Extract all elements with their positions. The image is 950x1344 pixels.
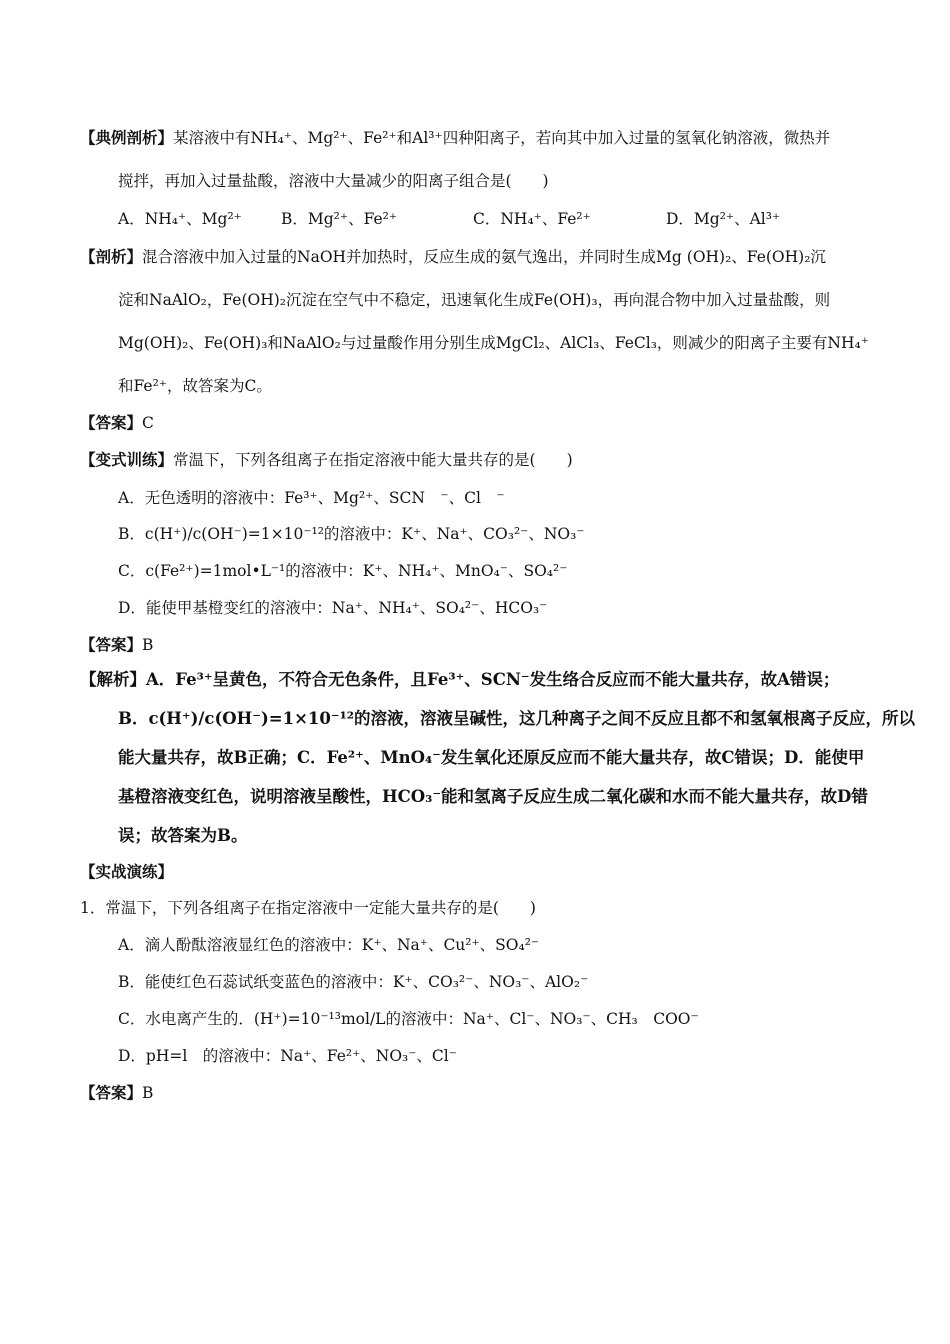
answer-2-label: 【答案】 [80,635,143,654]
example-first-line [80,127,830,149]
analysis-first-line [80,246,826,268]
explain-line-1: A．Fe³⁺呈黄色，不符合无色条件，且Fe³⁺、SCN⁻发生络合反应而不能大量共存，故A错误； [146,670,840,689]
example-option-a: A．NH₄⁺、Mg²⁺ [118,210,242,228]
practice-option-c: C．水电离产生的．(H⁺)=10⁻¹³mol/L的溶液中：Na⁺、Cl⁻、NO₃⁻、CH₃ COO⁻ [118,1010,699,1028]
practice-question: 1．常温下，下列各组离子在指定溶液中一定能大量共存的是( ) [80,899,536,917]
practice-option-d: D．pH=l 的溶液中：Na⁺、Fe²⁺、NO₃⁻、Cl⁻ [118,1047,457,1065]
variant-label: 【变式训练】 [80,450,174,469]
example-question-line-1: 某溶液中有NH₄⁺、Mg²⁺、Fe²⁺和Al³⁺四种阳离子，若向其中加入过量的氢氧化钠溶液，微热并 [173,129,831,147]
answer-3-value: B [142,1084,154,1102]
practice-label: 【实战演练】 [80,862,174,881]
variant-option-d: D．能使甲基橙变红的溶液中：Na⁺、NH₄⁺、SO₄²⁻、HCO₃⁻ [118,599,548,617]
answer-3 [80,1082,153,1104]
explain-line-5: 误；故答案为B。 [118,826,248,845]
explain-label: 【解析】 [80,670,146,689]
analysis-line-4: 和Fe²⁺，故答案为C。 [118,377,272,395]
analysis-label: 【剖析】 [80,247,143,266]
practice-option-a: A．滴人酚酞溶液显红色的溶液中：K⁺、Na⁺、Cu²⁺、SO₄²⁻ [118,936,540,954]
explain-line-4: 基橙溶液变红色，说明溶液呈酸性，HCO₃⁻能和氢离子反应生成二氧化碳和水而不能大量共存，故D错 [118,787,868,806]
variant-question: 常温下，下列各组离子在指定溶液中能大量共存的是( ) [173,451,573,469]
explain-line-2: B．c(H⁺)/c(OH⁻)=1×10⁻¹²的溶液，溶液呈碱性，这几种离子之间不反应且都不和氢氧根离子反应，所以 [118,709,916,728]
variant-option-b: B．c(H⁺)/c(OH⁻)=1×10⁻¹²的溶液中：K⁺、Na⁺、CO₃²⁻、NO₃⁻ [118,525,585,543]
explain-line-3: 能大量共存，故B正确；C．Fe²⁺、MnO₄⁻发生氧化还原反应而不能大量共存，故C错误；D．能使甲 [118,748,865,767]
answer-2-value: B [142,636,154,654]
analysis-line-1: 混合溶液中加入过量的NaOH并加热时，反应生成的氨气逸出，并同时生成Mg (OH)₂、Fe(OH)₂沉 [142,248,826,266]
analysis-line-3: Mg(OH)₂、Fe(OH)₃和NaAlO₂与过量酸作用分别生成MgCl₂、AlCl₃、FeCl₃，则减少的阳离子主要有NH₄⁺ [118,334,869,352]
answer-1-value: C [142,414,154,432]
answer-1-label: 【答案】 [80,413,143,432]
example-option-b: B．Mg²⁺、Fe²⁺ [281,210,398,228]
variant-option-c: C．c(Fe²⁺)=1mol•L⁻¹的溶液中：K⁺、NH₄⁺、MnO₄⁻、SO₄²⁻ [118,562,568,580]
answer-1 [80,412,154,434]
variant-first-line [80,449,573,471]
analysis-line-2: 淀和NaAlO₂，Fe(OH)₂沉淀在空气中不稳定，迅速氧化生成Fe(OH)₃，再向混合物中加入过量盐酸，则 [118,291,831,309]
example-option-c: C．NH₄⁺、Fe²⁺ [473,210,591,228]
practice-option-b: B．能使红色石蕊试纸变蓝色的溶液中：K⁺、CO₃²⁻、NO₃⁻、AlO₂⁻ [118,973,589,991]
example-question-line-2: 搅拌，再加入过量盐酸，溶液中大量减少的阳离子组合是( ) [118,172,549,190]
answer-2 [80,634,153,656]
variant-option-a: A．无色透明的溶液中：Fe³⁺、Mg²⁺、SCN ⁻、Cl ⁻ [118,489,505,507]
explain-first-line [80,669,839,691]
answer-3-label: 【答案】 [80,1083,143,1102]
example-label: 【典例剖析】 [80,128,174,147]
example-option-d: D．Mg²⁺、Al³⁺ [666,210,781,228]
